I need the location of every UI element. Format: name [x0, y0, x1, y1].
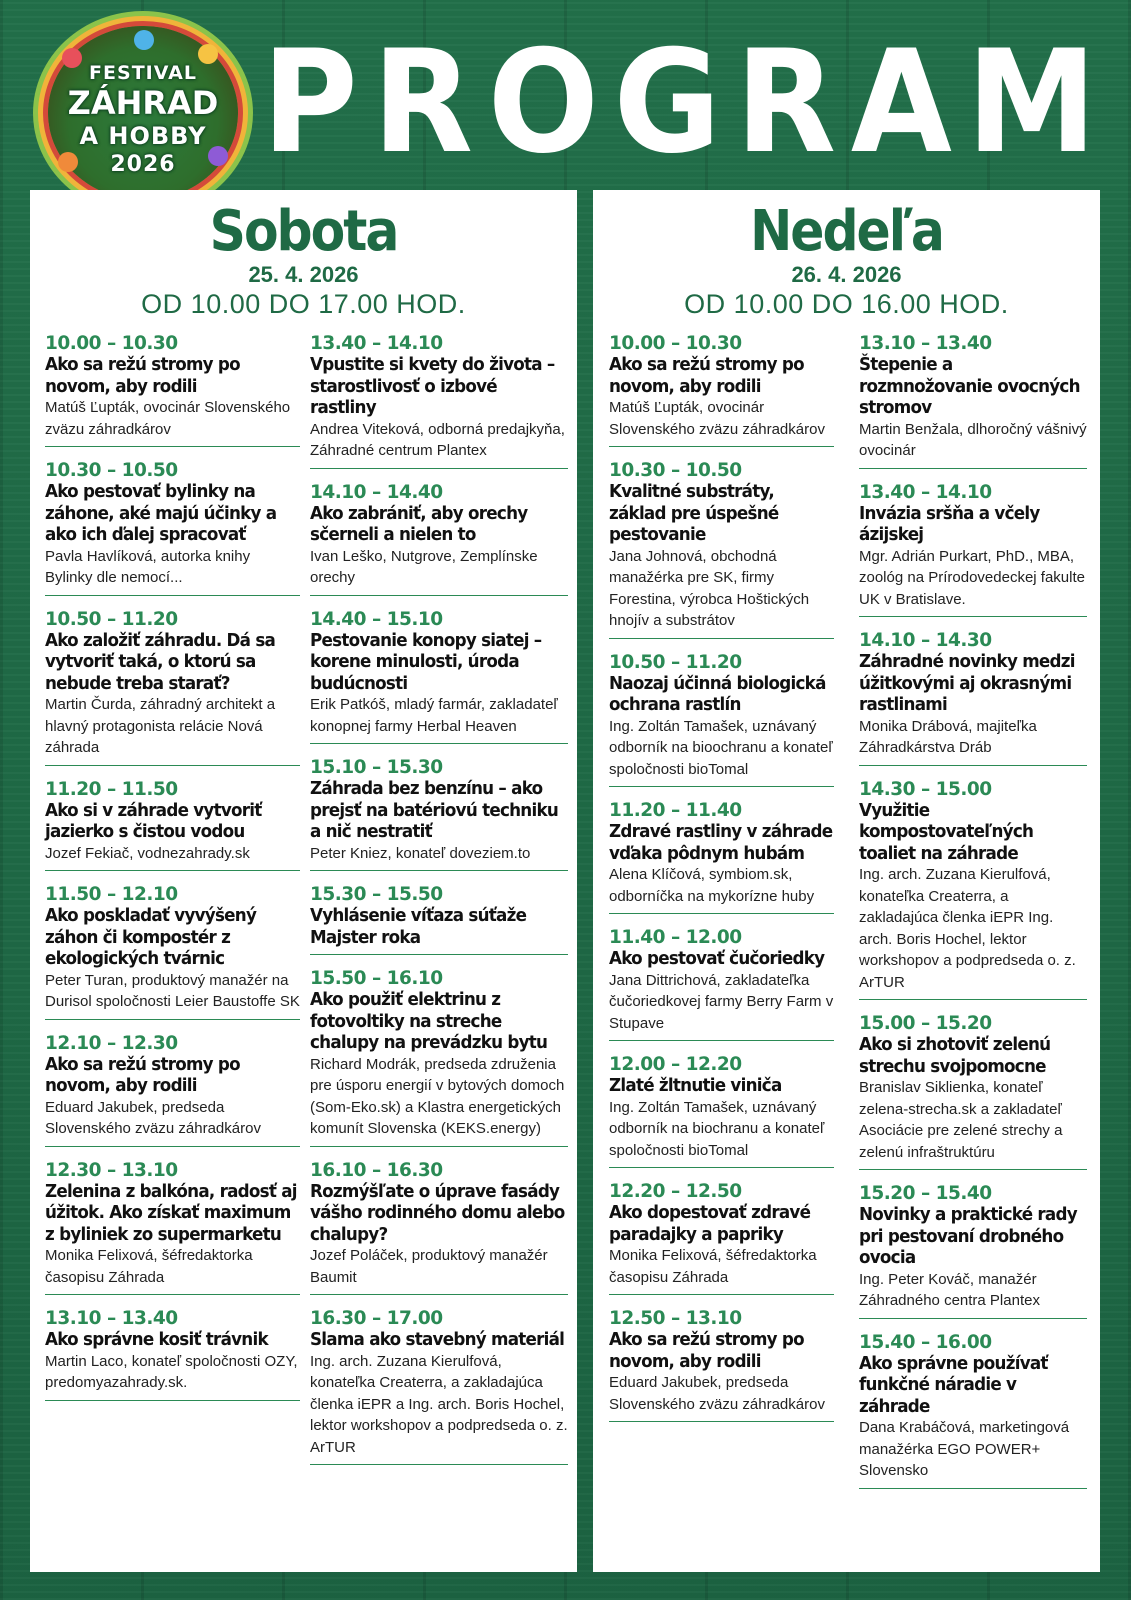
program-speaker: Monika Drábová, majiteľka Záhradkárstva Dráb: [859, 717, 1037, 756]
logo-line-zahrad: ZÁHRAD: [67, 84, 219, 122]
program-title: Ako použiť elektrinu z fotovoltiky na streche chalupy na prevádzku bytu: [310, 989, 548, 1053]
program-speaker: Ing. arch. Zuzana Kierulfová, konateľka Createrra, a zakladajúca členka iEPR a Ing. arch. Boris Hochel, lektor workshopov a podpredseda o. z. ArTUR: [310, 1352, 568, 1456]
program-time: 10.00 – 10.30: [45, 333, 178, 354]
program-title: Ako správne používať funkčné náradie v záhrade: [859, 1352, 1048, 1417]
program-title: Ako si zhotoviť zelenú strechu svojpomocne: [859, 1034, 1051, 1077]
program-speaker: Ing. arch. Zuzana Kierulfová, konateľka Createrra, a zakladajúca členka iEPR Ing. arch. Boris Hochel, lektor workshopov a podpredseda o. z. ArTUR: [859, 866, 1076, 991]
program-item: [609, 1180, 834, 1295]
program-item: [45, 883, 300, 1020]
program-speaker: Matúš Ľupták, ovocinár Slovenského zväzu záhradkárov: [609, 399, 825, 438]
program-title: Záhradné novinky medzi úžitkovými aj okrasnými rastlinami: [859, 651, 1075, 715]
program-speaker: Jana Dittrichová, zakladateľka čučoriedkovej farmy Berry Farm v Stupave: [609, 971, 834, 1032]
program-title: Invázia sršňa a včely ázijskej: [859, 502, 1040, 545]
program-time: 15.20 – 15.40: [859, 1183, 992, 1204]
flower-icon: [134, 30, 154, 50]
program-speaker: Ivan Leško, Nutgrove, Zemplínske orechy: [310, 547, 538, 586]
program-item: [859, 778, 1087, 1001]
day-panel-saturday: [30, 190, 577, 1572]
program-item: [310, 608, 568, 745]
program-speaker: Pavla Havlíková, autorka knihy Bylinky dle nemocí...: [45, 547, 251, 586]
program-item: [609, 799, 834, 914]
program-item: [859, 1331, 1087, 1489]
program-speaker: Alena Klíčová, symbiom.sk, odborníčka na mykorízne huby: [609, 866, 815, 905]
program-title: Pestovanie konopy siatej – korene minulosti, úroda budúcnosti: [310, 629, 542, 694]
program-title: Ako dopestovať zdravé paradajky a papriky: [609, 1202, 811, 1245]
program-title: Rozmýšľate o úprave fasády vášho rodinného domu alebo chalupy?: [310, 1180, 565, 1245]
program-time: 12.50 – 13.10: [609, 1308, 742, 1329]
program-item: [45, 1159, 300, 1296]
program-item: [859, 1012, 1087, 1170]
program-item: [310, 967, 568, 1147]
program-title: Kvalitné substráty, základ pre úspešné pestovanie: [609, 481, 779, 545]
program-time: 13.10 – 13.40: [45, 1308, 178, 1329]
program-speaker: Andrea Viteková, odborná predajkyňa, Záhradné centrum Plantex: [310, 420, 565, 459]
program-item: [310, 883, 568, 955]
program-title: Ako pestovať čučoriedky: [609, 948, 825, 969]
program-time: 15.50 – 16.10: [310, 968, 443, 989]
logo-line-festival: FESTIVAL: [89, 62, 197, 84]
program-title: Ako sa režú stromy po novom, aby rodili: [609, 354, 804, 397]
program-item: [310, 1159, 568, 1296]
program-speaker: Ing. Zoltán Tamašek, uznávaný odborník na bioochranu a konateľ spoločnosti bioTomal: [609, 717, 833, 778]
program-item: [45, 608, 300, 766]
program-item: [45, 1307, 300, 1401]
program-title: Využitie kompostovateľných toaliet na záhrade: [859, 799, 1034, 864]
program-time: 16.10 – 16.30: [310, 1159, 443, 1181]
program-time: 11.40 – 12.00: [609, 927, 742, 948]
program-item: [859, 1182, 1087, 1319]
day-header: [30, 199, 577, 320]
program-item: [310, 756, 568, 871]
program-title: Novinky a praktické rady pri pestovaní drobného ovocia: [859, 1204, 1077, 1268]
program-title: Ako zabrániť, aby orechy sčerneli a nielen to: [310, 502, 528, 545]
program-item: [45, 459, 300, 596]
schedule-column: [859, 332, 1087, 1501]
program-speaker: Richard Modrák, predseda združenia pre úsporu energií v bytových domoch (Som-Eko.sk) a Klastra energetických komunít Slovenska (KEKS.energy): [310, 1055, 565, 1137]
program-time: 14.10 – 14.40: [310, 481, 443, 503]
program-speaker: Mgr. Adrián Purkart, PhD., MBA, zoológ na Prírodovedeckej fakulte UK v Bratislave.: [859, 547, 1085, 608]
program-title: Ako sa režú stromy po novom, aby rodili: [45, 1053, 240, 1096]
program-item: [609, 1307, 834, 1422]
program-title: Zelenina z balkóna, radosť aj úžitok. Ako získať maximum z byliniek zo supermarketu: [45, 1180, 297, 1245]
program-item: [45, 1032, 300, 1147]
program-title: Ako si v záhrade vytvoriť jazierko s čistou vodou: [45, 799, 262, 842]
program-time: 14.10 – 14.30: [859, 630, 992, 651]
day-date: 25. 4. 2026: [248, 262, 359, 287]
logo-line-year: 2026: [110, 152, 176, 177]
program-speaker: Martin Benžala, dlhoročný vášnivý ovocinár: [859, 420, 1087, 459]
program-speaker: Peter Kniez, konateľ doveziem.to: [310, 844, 531, 862]
program-item: [859, 629, 1087, 766]
program-time: 12.30 – 13.10: [45, 1159, 178, 1181]
program-item: [45, 778, 300, 872]
day-hours: OD 10.00 DO 16.00 HOD.: [684, 289, 1009, 319]
flower-icon: [198, 44, 218, 64]
program-title: Zlaté žltnutie viniča: [609, 1075, 782, 1096]
program-title: Ako poskladať vyvýšený záhon či kompostér z ekologických tvárnic: [45, 905, 257, 969]
program-time: 13.40 – 14.10: [859, 481, 992, 503]
program-time: 10.30 – 10.50: [45, 460, 178, 481]
program-speaker: Martin Čurda, záhradný architekt a hlavný protagonista relácie Nová záhrada: [45, 696, 276, 756]
program-time: 15.40 – 16.00: [859, 1331, 992, 1353]
program-time: 15.00 – 15.20: [859, 1013, 992, 1034]
program-title: Ako pestovať bylinky na záhone, aké majú účinky a ako ich ďalej spracovať: [45, 481, 277, 545]
day-panel-sunday: [593, 190, 1100, 1572]
day-name: Sobota: [209, 199, 398, 264]
program-item: [609, 1053, 834, 1168]
program-speaker: Branislav Siklienka, konateľ zelena-strecha.sk a zakladateľ Asociácie pre zelené strechy a zelenú infraštruktúru: [859, 1079, 1063, 1161]
program-time: 15.10 – 15.30: [310, 757, 443, 778]
program-title: Ako správne kosiť trávnik: [45, 1329, 268, 1350]
festival-logo: [48, 26, 238, 200]
program-title: Zdravé rastliny v záhrade vďaka pôdnym hubám: [609, 821, 833, 864]
program-speaker: Monika Felixová, šéfredaktorka časopisu Záhrada: [609, 1247, 817, 1286]
program-time: 10.50 – 11.20: [609, 651, 742, 673]
program-time: 12.10 – 12.30: [45, 1032, 178, 1054]
day-header: [593, 199, 1100, 320]
program-item: [609, 459, 834, 639]
program-speaker: Martin Laco, konateľ spoločnosti OZY, predomyazahrady.sk.: [45, 1352, 298, 1391]
program-item: [609, 651, 834, 788]
program-time: 16.30 – 17.00: [310, 1308, 443, 1329]
program-speaker: Monika Felixová, šéfredaktorka časopisu Záhrada: [45, 1247, 253, 1286]
program-title: Naozaj účinná biologická ochrana rastlín: [609, 672, 826, 715]
program-time: 14.40 – 15.10: [310, 608, 443, 630]
program-item: [310, 1307, 568, 1465]
program-title: Ako sa režú stromy po novom, aby rodili: [45, 354, 240, 397]
program-speaker: Dana Krabáčová, marketingová manažérka EGO POWER+ Slovensko: [859, 1419, 1070, 1479]
program-title: Ako sa režú stromy po novom, aby rodili: [609, 1329, 804, 1372]
schedule-column: [609, 332, 834, 1434]
program-time: 14.30 – 15.00: [859, 778, 992, 800]
schedule-column: [45, 332, 300, 1413]
program-title: Záhrada bez benzínu – ako prejsť na batériovú techniku a nič nestratiť: [310, 778, 559, 842]
day-hours: OD 10.00 DO 17.00 HOD.: [141, 289, 466, 319]
program-time: 11.20 – 11.40: [609, 800, 742, 821]
program-time: 11.50 – 12.10: [45, 884, 178, 905]
program-item: [310, 481, 568, 596]
program-speaker: Ing. Peter Kováč, manažér Záhradného centra Plantex: [859, 1270, 1040, 1309]
program-item: [859, 481, 1087, 618]
program-speaker: Jozef Fekiač, vodnezahrady.sk: [45, 844, 250, 862]
logo-line-hobby: A HOBBY: [79, 122, 207, 150]
program-title: Ako založiť záhradu. Dá sa vytvoriť taká, o ktorú sa nebude treba starať?: [45, 629, 276, 694]
day-date: 26. 4. 2026: [791, 262, 902, 287]
schedule-columns: [593, 332, 1100, 1572]
program-time: 10.30 – 10.50: [609, 460, 742, 481]
program-time: 10.50 – 11.20: [45, 608, 178, 630]
program-time: 13.10 – 13.40: [859, 333, 992, 354]
program-time: 12.20 – 12.50: [609, 1181, 742, 1202]
program-item: [45, 332, 300, 447]
schedule-columns: [30, 332, 577, 1572]
program-title: Štepenie a rozmnožovanie ovocných stromov: [859, 354, 1080, 418]
program-time: 15.30 – 15.50: [310, 884, 443, 905]
program-title: Slama ako stavebný materiál: [310, 1329, 565, 1350]
program-speaker: Eduard Jakubek, predseda Slovenského zväzu záhradkárov: [45, 1098, 261, 1137]
program-speaker: Jana Johnová, obchodná manažérka pre SK, firmy Forestina, výrobca Hoštických hnojív a substrátov: [609, 547, 810, 629]
program-speaker: Eduard Jakubek, predseda Slovenského zväzu záhradkárov: [609, 1374, 825, 1413]
program-speaker: Jozef Poláček, produktový manažér Baumit: [310, 1247, 548, 1286]
page-title: PROGRAM: [262, 20, 1112, 185]
program-item: [859, 332, 1087, 469]
program-item: [609, 332, 834, 447]
program-speaker: Erik Patkóš, mladý farmár, zakladateľ konopnej farmy Herbal Heaven: [310, 696, 558, 735]
program-item: [609, 926, 834, 1041]
program-time: 12.00 – 12.20: [609, 1054, 742, 1075]
program-time: 10.00 – 10.30: [609, 333, 742, 354]
program-time: 13.40 – 14.10: [310, 333, 443, 354]
program-speaker: Peter Turan, produktový manažér na Durisol spoločnosti Leier Baustoffe SK: [45, 971, 300, 1010]
program-speaker: Matúš Ľupták, ovocinár Slovenského zväzu záhradkárov: [45, 399, 291, 438]
program-title: Vpustite si kvety do života – starostlivosť o izbové rastliny: [310, 354, 555, 418]
program-speaker: Ing. Zoltán Tamašek, uznávaný odborník na biochranu a konateľ spoločnosti bioTomal: [609, 1098, 825, 1159]
program-time: 11.20 – 11.50: [45, 778, 178, 800]
day-name: Nedeľa: [750, 199, 943, 264]
schedule-column: [310, 332, 568, 1477]
program-item: [310, 332, 568, 469]
program-title: Vyhlásenie víťaza súťaže Majster roka: [310, 905, 527, 948]
